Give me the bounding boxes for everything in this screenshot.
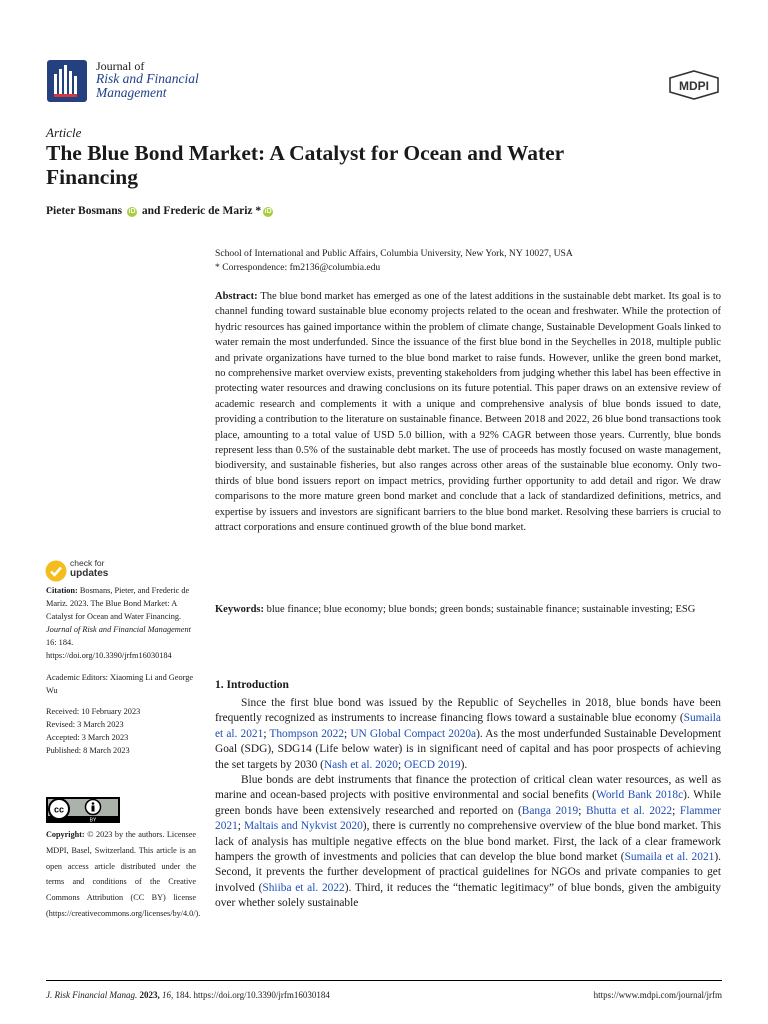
citation-link[interactable]: Maltais and Nykvist 2020 (244, 820, 363, 833)
footer-citation (46, 990, 330, 1000)
article-type: Article (46, 125, 82, 140)
affiliations (215, 247, 715, 274)
text-run: ; (263, 727, 270, 740)
footer-journal: J. Risk Financial Manag. (46, 990, 138, 1000)
text-run: ). Second, it prevents the further development of practical guidelines for NGOs and private companies to get involved ( (215, 851, 721, 894)
text-run: ; (672, 804, 680, 817)
citation-link[interactable]: Flammer 2021 (215, 804, 721, 833)
citation-journal: Journal of Risk and Financial Management (46, 625, 191, 635)
academic-editors: Academic Editors: Xiaoming Li and George Wu (46, 672, 194, 695)
footer-divider (46, 980, 722, 981)
keywords-label: Keywords: (215, 604, 264, 615)
citation-doi[interactable]: 16: 184. https://doi.org/10.3390/jrfm16030184 (46, 638, 172, 661)
keywords (215, 602, 721, 617)
text-run: Blue bonds are debt instruments that finance the protection of critical clean water resources, as well as marine and ocean-based projects with positive environmental and social benefits ( (215, 774, 721, 802)
intro-paragraph-2 (215, 773, 721, 912)
citation-label: Citation: (46, 586, 78, 595)
journal-logo-icon (47, 60, 87, 102)
journal-name-line2: Management (96, 85, 167, 100)
revised-date: Revised: 3 March 2023 (46, 719, 124, 729)
text-run: ), there is currently no comprehensive overview of the blue bond market. This lack of analysis has multiple negative effects on the blue bond market. First, the lack of a clear framework hampers the growth of investments and policies that can develop the blue bond market ( (215, 820, 722, 864)
citation-link[interactable]: Sumaila et al. 2021 (624, 851, 715, 864)
citation-link[interactable]: OECD 2019 (403, 758, 461, 771)
citation-link[interactable]: Shiiba et al. 2022 (262, 881, 345, 894)
check-for-updates-button[interactable] (45, 558, 125, 584)
affiliation: School of International and Public Affairs, Columbia University, New York, NY 10027, USA (215, 248, 573, 259)
text-run: ). Third, it reduces the “thematic legitimacy” of blue bonds, given the ambiguity over whether solely sustainable (215, 881, 721, 910)
intro-paragraph-1 (215, 696, 721, 773)
citation-link[interactable]: Banga 2019 (521, 804, 579, 817)
citation-link[interactable]: Sumaila et al. 2021 (215, 712, 721, 740)
article-title: The Blue Bond Market: A Catalyst for Ocean and Water Financing (46, 141, 564, 189)
mdpi-logo-text: MDPI (679, 79, 709, 93)
check-updates-line1: check for (70, 558, 105, 568)
citation-text: Bosmans, Pieter, and Frederic de Mariz. 2023. The Blue Bond Market: A Catalyst for Ocean and Water Financing. (46, 586, 190, 622)
text-run: ; (344, 727, 351, 740)
citation-link[interactable]: Nash et al. 2020 (323, 758, 398, 771)
introduction-body (215, 696, 721, 912)
journal-name (96, 72, 296, 100)
received-date: Received: 10 February 2023 (46, 706, 141, 716)
author-1[interactable]: Pieter Bosmans (46, 205, 123, 217)
citation-link[interactable]: World Bank 2018c (595, 789, 684, 802)
cc-label: cc (53, 804, 65, 815)
cc-by-text: BY (89, 817, 97, 823)
journal-of-label: Journal of (96, 59, 145, 73)
citation-link[interactable]: UN Global Compact 2020a (350, 727, 477, 740)
text-run: ). As the most underfunded Sustainable Development Goal (SDG), SDG14 (Life below water) is in significant need of capital and has poor prospects of achieving the set targets by 2030 ( (215, 727, 722, 771)
text-run: ; (397, 758, 404, 771)
orcid-icon[interactable]: iD (128, 208, 136, 215)
mdpi-logo-icon (666, 70, 722, 100)
published-date: Published: 8 March 2023 (46, 746, 130, 756)
footer-doi[interactable]: 184. https://doi.org/10.3390/jrfm16030184 (175, 990, 330, 1000)
text-run: ). (460, 758, 468, 771)
keywords-text: blue finance; blue economy; blue bonds; green bonds; sustainable finance; sustainable investing; ESG (266, 604, 696, 615)
text-run: ; (578, 804, 586, 817)
text-run: ). While green bonds have been extensively researched and reported on ( (215, 789, 721, 817)
copyright-label: Copyright: (46, 830, 85, 839)
citation-link[interactable]: Bhutta et al. 2022 (585, 804, 673, 817)
author-2[interactable]: Frederic de Mariz * (163, 205, 262, 217)
authors (46, 205, 275, 217)
copyright-text: © 2023 by the authors. Licensee MDPI, Basel, Switzerland. This article is an open access article distributed under the terms and conditions of the Creative Commons Attribution (CC BY) license (https://creativecommons.org/licenses/by/4.0/). (46, 830, 201, 918)
cc-by-license-icon[interactable] (46, 797, 120, 823)
text-run: ; (237, 820, 245, 833)
accepted-date: Accepted: 3 March 2023 (46, 732, 129, 742)
abstract-text: The blue bond market has emerged as one of the latest additions in the sustainable debt market. Its goal is to channel funding toward sustainable blue economy projects related to the ocean and freshwater. While the protection of hydric resources has gained importance within the problem of climate change, Sustainable Development Goals linked to water remain the most underfunded. Since the issuance of the first blue bond in the Seychelles in 2018, multiple public and private organizations have turned to the blue bond market to raise funds. However, unlike the green bond market, no comprehensive market overview exists, preventing stakeholders from judging whether this label has been effective in protecting water resources and drawing conclusions on its future potential. This paper draws on an extensive review of academic research and complements it with a unique and comprehensive analysis of blue bonds issued to date, providing a contribution to the literature on sustainable finance. Between 2018 and 2022, 26 blue bond transactions took place, amounting to a total value of USD 5.0 billion, with a 92% CAGR between those years. Currently, blue bonds represent less than 0.5% of the sustainable debt market. The use of proceeds has mostly focused on waste management, biodiversity, and sustainable fisheries, but also ranges across other areas of the sustainable blue economy. Only two-thirds of blue bond issuers report on impact metrics, providing further opportunity to add detail and rigor. We draw comparisons to the more mature green bond market and conclude that a lack of standardized definitions, metrics, and expertise by issuers and investors are significant barriers to the blue bond market. Resolving these barriers is crucial to attract corporations and ensure continued growth of the blue bond market. (215, 291, 721, 534)
abstract-label: Abstract: (215, 291, 258, 302)
section-heading-introduction: 1. Introduction (215, 679, 289, 691)
footer-volume: 16, (161, 990, 174, 1000)
footer-year: 2023, (139, 990, 160, 1000)
orcid-icon[interactable]: iD (264, 208, 272, 215)
check-updates-line2: updates (70, 567, 109, 579)
check-updates-icon (45, 560, 67, 582)
sidebar-info (46, 584, 196, 757)
author-separator: and (141, 205, 161, 217)
citation (46, 584, 196, 663)
journal-name-line1: Risk and Financial (96, 71, 199, 86)
abstract (215, 289, 721, 536)
correspondence: * Correspondence: fm2136@columbia.edu (215, 261, 381, 273)
copyright-notice (46, 827, 201, 922)
footer-journal-url[interactable]: https://www.mdpi.com/journal/jrfm (593, 990, 722, 1000)
citation-link[interactable]: Thompson 2022 (269, 727, 345, 740)
text-run: Since the first blue bond was issued by the Republic of Seychelles in 2018, blue bonds have been frequently recognized as instruments to increase financing flows toward a sustainable blue economy ( (215, 697, 721, 725)
